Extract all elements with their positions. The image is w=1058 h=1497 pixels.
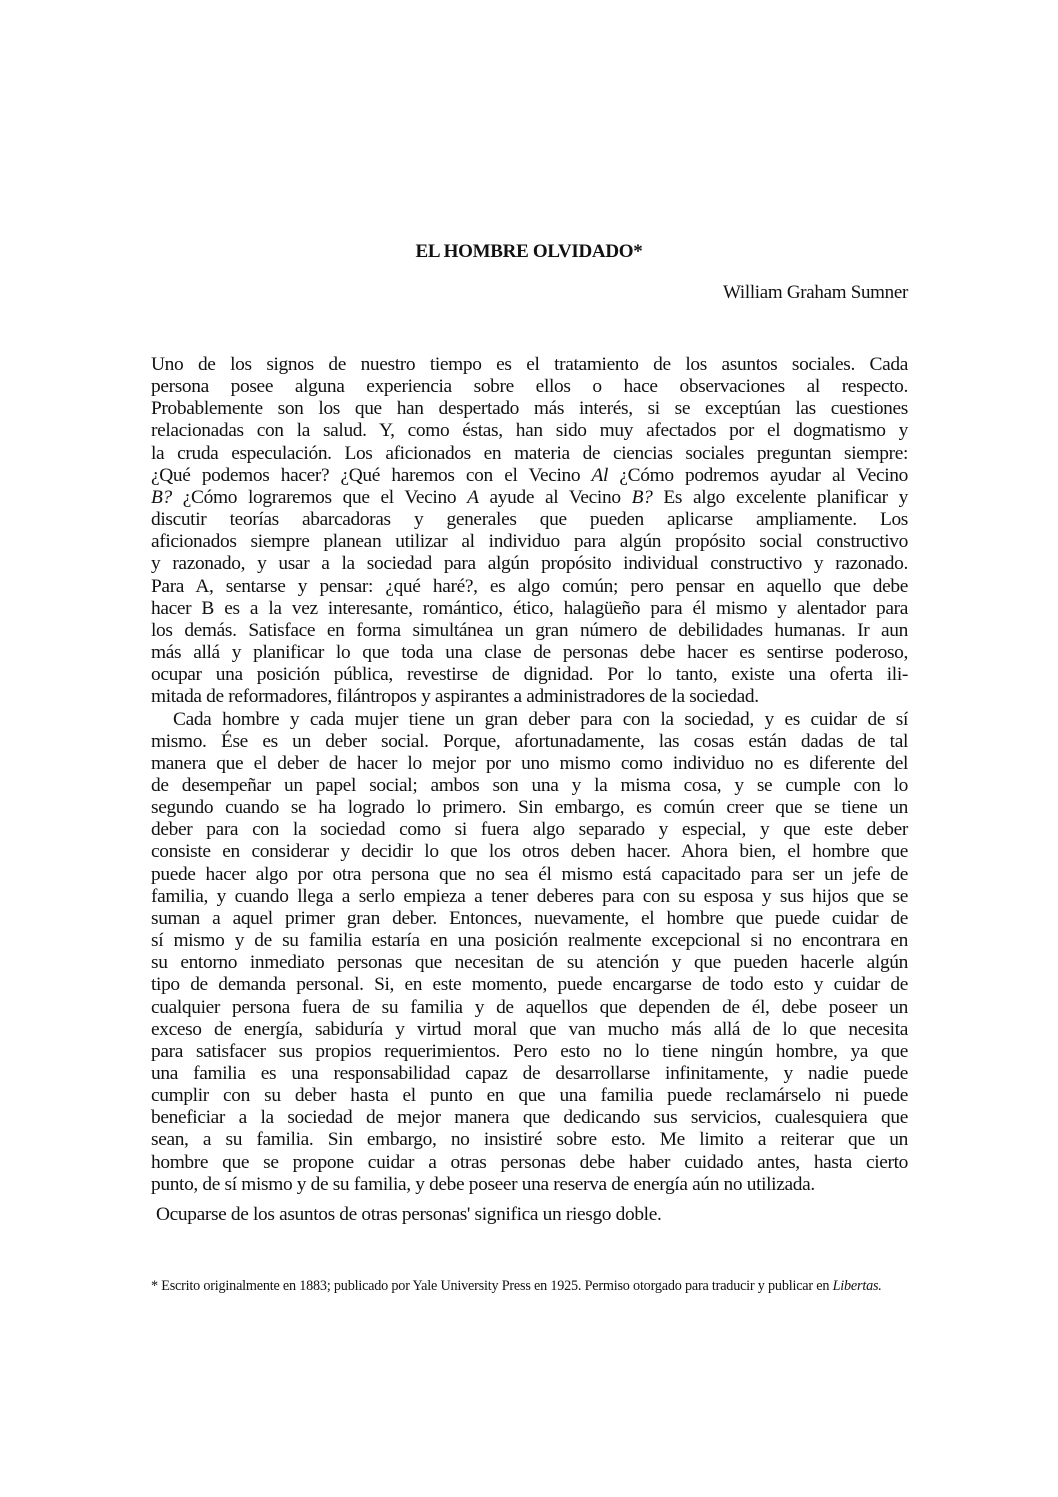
paragraph-1 [151, 354, 908, 709]
text-line: más allá y planificar lo que toda una clase de personas debe hacer es sentirse poderoso, [151, 642, 908, 664]
text-line: cualquier persona fuera de su familia y de aquellos que dependen de él, debe poseer un [151, 996, 908, 1018]
text-line: mitada de reformadores, filántropos y aspirantes a administradores de la sociedad. [151, 686, 759, 708]
text-line: familia, y cuando llega a serlo empieza a tener deberes para con su esposa y sus hijos que se [151, 885, 908, 907]
text-line: hacer B es a la vez interesante, romántico, ético, halagüeño para él mismo y alentador para [151, 597, 908, 619]
text-line: su entorno inmediato personas que necesitan de su atención y que pueden hacerle algún [151, 952, 908, 974]
text-line: sean, a su familia. Sin embargo, no insistiré sobre esto. Me limito a reiterar que un [151, 1129, 908, 1151]
footnote-text: * Escrito originalmente en 1883; publicado por Yale University Press en 1925. Permiso otorgado para traducir y publicar en [151, 1278, 833, 1294]
document-title: EL HOMBRE OLVIDADO* [415, 241, 643, 262]
italic-text: Al [591, 464, 609, 486]
italic-text: A [467, 486, 479, 508]
closing-line: Ocuparse de los asuntos de otras personas' significa un riesgo doble. [156, 1203, 662, 1225]
text-line: mismo. Ése es un deber social. Porque, afortunadamente, las cosas están dadas de tal [151, 730, 908, 752]
text-segment: ¿Cómo lograremos que el Vecino [171, 486, 468, 508]
text-line: Para A, sentarse y pensar: ¿qué haré?, es algo común; pero pensar en aquello que debe [151, 575, 908, 597]
text-line: sí mismo y de su familia estaría en una posición realmente excepcional si no encontrara en [151, 930, 908, 952]
text-line: cumplir con su deber hasta el punto en que una familia puede reclamárselo ni puede [151, 1085, 908, 1107]
text-line: suman a aquel primer gran deber. Entonces, nuevamente, el hombre que puede cuidar de [151, 907, 908, 929]
italic-text: B? [151, 486, 172, 508]
text-line: los demás. Satisface en forma simultánea un gran número de debilidades humanas. Ir aun [151, 619, 908, 641]
text-line: Probablemente son los que han despertado más interés, si se exceptúan las cuestiones [151, 398, 908, 420]
author-name: William Graham Sumner [723, 282, 908, 303]
text-line: punto, de sí mismo y de su familia, y debe poseer una reserva de energía aún no utilizada. [151, 1173, 815, 1195]
text-line: hombre que se propone cuidar a otras personas debe haber cuidado antes, hasta cierto [151, 1151, 908, 1173]
text-line: Uno de los signos de nuestro tiempo es el tratamiento de los asuntos sociales. Cada [151, 354, 908, 375]
text-line: exceso de energía, sabiduría y virtud moral que van mucho más allá de lo que necesita [151, 1018, 908, 1040]
text-segment: ¿Cómo podremos ayudar al Vecino [608, 464, 908, 486]
footnote [151, 1278, 891, 1295]
text-line [151, 487, 908, 509]
paragraph-2 [151, 709, 908, 1196]
text-segment: ayude al Vecino [478, 486, 632, 508]
text-line: para satisfacer sus propios requerimientos. Pero esto no lo tiene ningún hombre, ya que [151, 1040, 908, 1062]
text-line: la cruda especulación. Los aficionados en materia de ciencias sociales preguntan siempre: [151, 442, 908, 464]
text-line: de desempeñar un papel social; ambos son una y la misma cosa, y se cumple con lo [151, 774, 908, 796]
text-line: consiste en considerar y decidir lo que los otros deben hacer. Ahora bien, el hombre que [151, 841, 908, 863]
text-line: discutir teorías abarcadoras y generales que pueden aplicarse ampliamente. Los [151, 509, 908, 531]
text-line: y razonado, y usar a la sociedad para algún propósito individual constructivo y razonado. [151, 553, 908, 575]
text-segment: Es algo excelente planificar y [652, 486, 908, 508]
text-line: beneficiar a la sociedad de mejor manera que dedicando sus servicios, cualesquiera que [151, 1107, 908, 1129]
text-line: tipo de demanda personal. Si, en este momento, puede encargarse de todo esto y cuidar de [151, 974, 908, 996]
text-line: deber para con la sociedad como si fuera algo separado y especial, y que este deber [151, 819, 908, 841]
text-line: una familia es una responsabilidad capaz de desarrollarse infinitamente, y nadie puede [151, 1063, 908, 1084]
text-segment: ¿Qué podemos hacer? ¿Qué haremos con el Vecino [151, 464, 592, 486]
text-line: relacionadas con la salud. Y, como éstas, han sido muy afectados por el dogmatismo y [151, 420, 908, 442]
article-body [151, 354, 908, 1226]
text-line: segundo cuando se ha logrado lo primero. Sin embargo, es común creer que se tiene un [151, 797, 908, 819]
text-line [151, 465, 908, 487]
italic-text: B? [631, 486, 653, 508]
text-line: persona posee alguna experiencia sobre ellos o hace observaciones al respecto. [151, 376, 908, 398]
text-line: aficionados siempre planean utilizar al individuo para algún propósito social constructivo [151, 531, 908, 553]
footnote-italic: Libertas. [832, 1278, 882, 1294]
text-line: manera que el deber de hacer lo mejor por uno mismo como individuo no es diferente del [151, 752, 908, 774]
text-line: ocupar una posición pública, revestirse de dignidad. Por lo tanto, existe una oferta ili- [151, 664, 908, 686]
text-line: puede hacer algo por otra persona que no sea él mismo está capacitado para ser un jefe de [151, 863, 908, 885]
text-line: Cada hombre y cada mujer tiene un gran deber para con la sociedad, y es cuidar de sí [173, 708, 908, 730]
